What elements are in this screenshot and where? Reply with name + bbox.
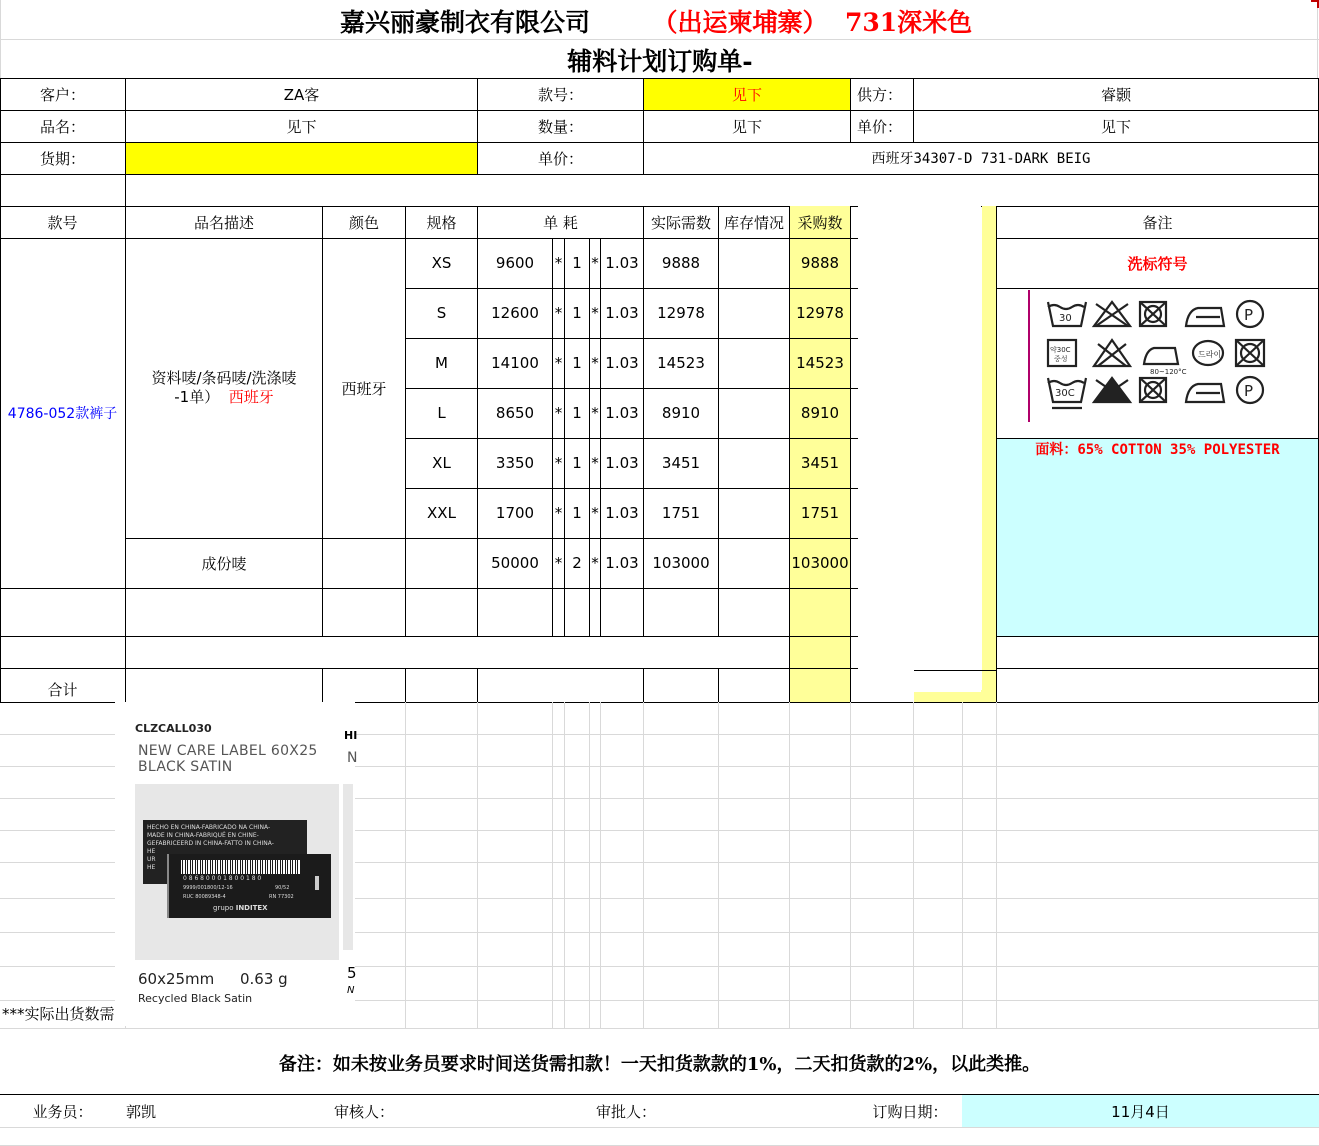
size-row-need: 9888 — [661, 254, 701, 272]
composition-factor: 1.03 — [605, 554, 639, 572]
composition-desc: 成份唛 — [201, 554, 247, 573]
size-row-op2: * — [591, 404, 599, 422]
size-row-size: XXL — [427, 504, 456, 522]
size-row-factor: 1.03 — [605, 304, 639, 322]
iron-icon — [1186, 308, 1224, 326]
col-color: 颜色 — [348, 213, 379, 232]
price2-value: 西班牙34307-D 731-DARK BEIG — [871, 151, 1091, 167]
customer-label: 客户： — [39, 85, 85, 104]
date-value: 11月4日 — [1111, 1102, 1170, 1121]
size-row-mult: 1 — [572, 304, 582, 322]
size-row-purchase: 1751 — [800, 504, 840, 522]
size-row-mult: 1 — [572, 504, 582, 522]
price2-label: 单价： — [537, 149, 583, 168]
svg-text:P: P — [1244, 306, 1254, 324]
company-title: 嘉兴丽豪制衣有限公司 — [340, 8, 591, 37]
label-product-card: CLZCALL030 NEW CARE LABEL 60X25 BLACK SATIN HECHO EN CHINA-FABRICADO NA CHINA- MADE IN CHINA-FABRIQUÉ EN CHINE- GEFABRICEERD IN CHINA-FATTO IN CHINA- HE UR HE 0 8 6 8 0 0 0 1 8 0 0 1 8 0 9999/001800/12-16 90/52 RUC 80089348-4 RN 77302 grupo INDITEX 60x25mm 0.63 g Recycled Black Satin HI N 5 N — [115, 702, 355, 1026]
care-symbols-image — [1028, 290, 1268, 422]
size-row-factor: 1.03 — [605, 354, 639, 372]
size-row-op1: * — [554, 254, 563, 272]
svg-text:드라이: 드라이 — [1198, 350, 1222, 359]
size-row-op1: * — [554, 304, 563, 322]
size-row-mult: 1 — [572, 404, 582, 422]
style-number: 4786-052款裤子 — [7, 406, 118, 422]
size-row-qty: 12600 — [491, 304, 539, 322]
col-need: 实际需数 — [650, 213, 711, 232]
destination-title: （出运柬埔寨） — [652, 8, 828, 37]
size-row-need: 12978 — [657, 304, 705, 322]
no-tumble-dry-2-icon — [1236, 340, 1264, 366]
svg-text:30C: 30C — [1055, 388, 1075, 399]
composition-purchase: 103000 — [791, 554, 849, 572]
size-row-need: 3451 — [661, 454, 701, 472]
color-title: 731深米色 — [845, 8, 973, 37]
size-row-factor: 1.03 — [605, 454, 639, 472]
size-row-op1: * — [554, 404, 563, 422]
size-row-qty: 9600 — [495, 254, 535, 272]
svg-text:P: P — [1244, 382, 1254, 400]
size-row-op2: * — [591, 354, 599, 372]
label-name: NEW CARE LABEL 60X25 BLACK SATIN — [138, 743, 318, 775]
svg-text:중성: 중성 — [1054, 355, 1068, 363]
price-value: 见下 — [1100, 117, 1131, 136]
wash-40-korean-icon — [1048, 340, 1076, 366]
qty-label: 数量： — [537, 117, 583, 136]
size-row-purchase: 9888 — [800, 254, 840, 272]
no-bleach-korean-icon — [1094, 340, 1130, 366]
remark-text: 备注：如未按业务员要求时间送货需扣款！一天扣货款款的1%，二天扣货款的2%，以此类推。 — [278, 1054, 1041, 1075]
item-description: 资料唛/条码唛/洗涤唛 -1单） 西班牙 — [151, 369, 297, 406]
style-label: 款号： — [537, 85, 583, 104]
salesman-value: 郭凯 — [126, 1102, 157, 1121]
col-usage: 单 耗 — [543, 213, 578, 232]
no-bleach-filled-icon — [1094, 378, 1130, 402]
label-code: CLZCALL030 — [135, 722, 212, 735]
care-title: 洗标符号 — [1127, 254, 1188, 273]
size-row-factor: 1.03 — [605, 254, 639, 272]
size-row-purchase: 12978 — [796, 304, 844, 322]
label-material: Recycled Black Satin — [138, 992, 253, 1005]
total-label: 合计 — [47, 680, 78, 699]
size-row-mult: 1 — [572, 354, 582, 372]
svg-text:약30C: 약30C — [1050, 346, 1071, 354]
col-size: 规格 — [426, 213, 457, 232]
dry-clean-p-icon — [1237, 301, 1263, 327]
wash-30-icon — [1048, 302, 1086, 326]
col-purchase: 采购数 — [797, 213, 843, 232]
size-row-op2: * — [591, 504, 599, 522]
size-row-factor: 1.03 — [605, 404, 639, 422]
overlay-blank-panel — [858, 190, 981, 692]
col-stock: 库存情况 — [723, 213, 784, 232]
size-row-need: 8910 — [661, 404, 701, 422]
delivery-label: 货期： — [39, 149, 85, 168]
price-label: 单价： — [857, 117, 903, 136]
size-row-qty: 8650 — [495, 404, 535, 422]
no-tumble-dry-icon — [1140, 302, 1166, 326]
style-value: 见下 — [731, 85, 762, 104]
size-row-op1: * — [554, 454, 563, 472]
dry-clean-p-2-icon — [1237, 377, 1263, 403]
svg-text:30: 30 — [1059, 313, 1072, 324]
size-row-op2: * — [591, 454, 599, 472]
composition-qty: 50000 — [491, 554, 539, 572]
shipment-note: ***实际出货数需 — [2, 1004, 115, 1023]
no-tumble-dry-3-icon — [1140, 378, 1166, 402]
qty-value: 见下 — [731, 117, 762, 136]
page-title: 辅料计划订购单- — [567, 47, 753, 76]
approver-label: 审批人： — [595, 1102, 656, 1121]
product-value: 见下 — [286, 117, 317, 136]
col-desc: 品名描述 — [193, 213, 254, 232]
size-row-size: M — [435, 354, 448, 372]
fabric-cell-bg — [997, 438, 1318, 636]
label-size: 60x25mm — [138, 970, 215, 988]
size-row-size: XS — [431, 254, 452, 272]
composition-op1: * — [554, 554, 563, 572]
size-row-qty: 14100 — [491, 354, 539, 372]
label-photo: HECHO EN CHINA-FABRICADO NA CHINA- MADE IN CHINA-FABRIQUÉ EN CHINE- GEFABRICEERD IN CHINA-FATTO IN CHINA- HE UR HE 0 8 6 8 0 0 0 1 8 0 0 1 8 0 9999/001800/12-16 90/52 RUC 80089348-4 RN 77302 grupo INDITEX — [135, 784, 339, 960]
svg-text:80~120°C: 80~120°C — [1150, 368, 1187, 376]
supplier-label: 供方： — [857, 85, 903, 104]
supplier-value: 睿颢 — [1100, 85, 1131, 104]
date-label: 订购日期： — [872, 1102, 948, 1121]
size-row-need: 14523 — [657, 354, 705, 372]
size-row-purchase: 14523 — [796, 354, 844, 372]
no-bleach-icon — [1094, 302, 1130, 326]
color-value: 西班牙 — [341, 379, 387, 398]
product-label: 品名： — [39, 117, 85, 136]
wash-30c-icon — [1048, 378, 1086, 408]
composition-op2: * — [591, 554, 599, 572]
composition-need: 103000 — [652, 554, 710, 572]
barcode — [181, 860, 301, 874]
size-row-size: XL — [432, 454, 451, 472]
iron-2-icon — [1186, 384, 1224, 402]
size-row-qty: 3350 — [495, 454, 535, 472]
size-row-purchase: 8910 — [800, 404, 840, 422]
col-remark: 备注 — [1142, 213, 1173, 232]
size-row-purchase: 3451 — [800, 454, 840, 472]
size-row-mult: 1 — [572, 454, 582, 472]
size-row-op1: * — [554, 504, 563, 522]
customer-value: ZA客 — [283, 85, 320, 104]
col-style: 款号 — [47, 213, 78, 232]
size-row-need: 1751 — [661, 504, 701, 522]
composition-mult: 2 — [572, 554, 582, 572]
dry-korean-icon — [1193, 341, 1223, 365]
size-row-op2: * — [591, 304, 599, 322]
reviewer-label: 审核人： — [333, 1102, 394, 1121]
size-row-qty: 1700 — [495, 504, 535, 522]
salesman-label: 业务员： — [32, 1102, 93, 1121]
size-row-op2: * — [591, 254, 599, 272]
fabric-composition: 面料：65% COTTON 35% POLYESTER — [1035, 442, 1280, 458]
green-corner-marker — [1311, 0, 1319, 8]
size-row-mult: 1 — [572, 254, 582, 272]
size-row-factor: 1.03 — [605, 504, 639, 522]
delivery-value — [126, 142, 477, 174]
size-row-op1: * — [554, 354, 563, 372]
label-weight: 0.63 g — [240, 970, 288, 988]
size-row-size: S — [436, 304, 447, 322]
size-row-size: L — [437, 404, 446, 422]
iron-temp-icon — [1144, 348, 1187, 376]
